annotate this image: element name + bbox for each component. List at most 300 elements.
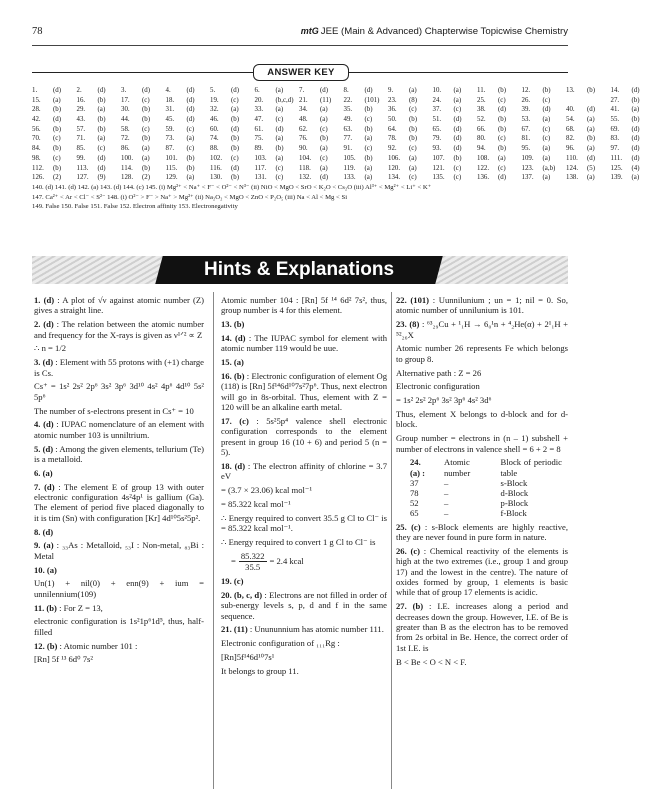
table-cell: 65 [410,508,419,519]
answer-number: 92. [388,145,397,153]
answer-number: 94. [477,145,486,153]
answer-number: 48. [299,116,308,124]
answer-value: (b) [97,96,106,104]
answer-key-cell [210,125,255,135]
hint-text: Group number = electrons in (n – 1) subshell + number of electrons in valence shell = 6 + 2 = 8 [396,433,568,454]
answer-number: 67. [521,125,531,133]
hint-paragraph [34,527,204,537]
answer-value: (d) [275,125,284,133]
answer-number: 91. [343,145,353,153]
answer-key-cell [121,105,166,115]
answer-number: 52. [477,116,486,124]
answer-value: (b) [409,135,418,143]
answer-key-cell [433,164,478,174]
hint-paragraph [34,603,204,613]
answer-value: (d) [631,125,640,133]
answer-number: 18. [165,96,175,104]
hint-text: : Atomic number 101 : [57,640,138,651]
answer-number: 68. [566,125,575,133]
question-label: 22. (101) [396,295,430,305]
hint-paragraph [396,601,568,653]
answer-key-cell [210,154,255,164]
answer-number: 120. [388,164,401,172]
answer-key-cell [477,154,522,164]
answer-value: (d) [587,154,596,162]
answer-number: 130. [210,174,223,182]
answer-key-cell [210,96,255,106]
hint-paragraph [221,513,387,534]
answer-key-extra-line: 140. (d) 141. (d) 142. (a) 143. (d) 144. (c) 145. (i) Mg²⁺ < Na⁺ < F⁻ < O²⁻ < N³⁻ (ii) NiO < MgO < SrO < K₂O < Cs₂O (iii) Al³⁺ < Mg²⁺ < Li⁺ < K⁺ [32,183,432,191]
answer-number: 105. [343,154,356,162]
answer-number: 33. [254,106,264,114]
answer-number: 31. [165,106,175,114]
answer-number: 118. [299,164,311,172]
answer-value: (b) [320,135,329,143]
answer-number: 123. [521,164,534,172]
hint-text: : For Z = 13, [56,602,103,613]
fraction [239,551,267,573]
answer-key-cell [344,86,389,96]
answer-value: (a) [320,116,328,124]
answer-key-cell [166,134,211,144]
answer-key-row [32,125,640,135]
answer-key-cell [166,173,211,183]
answer-value: (c) [142,96,150,104]
answer-value: (d) [320,87,329,94]
answer-value: (b) [231,145,240,153]
hint-paragraph [34,468,204,478]
answer-key-cell [121,86,166,96]
answer-key-cell [566,86,611,96]
fraction-denominator: 35.5 [245,562,261,573]
answer-number: 17. [121,96,130,104]
table-header: Atomic number [443,457,471,478]
answer-value: (9) [97,174,106,182]
answer-number: 90. [299,145,308,153]
answer-key-cell [566,115,611,125]
answer-key-cell [388,164,433,174]
answer-key-cell [611,173,655,183]
answer-value: (d) [631,87,640,94]
hints-column-3 [396,295,568,670]
answer-key-cell [210,86,255,96]
table-header: Block of periodic table [500,457,562,478]
answer-value: (c) [409,174,417,182]
answer-value: (c) [320,125,328,133]
answer-value: (b) [142,135,151,143]
answer-value: (c) [275,174,284,182]
answer-key-cell [299,125,344,135]
answer-key-cell [299,154,344,164]
hint-paragraph [221,537,387,547]
hint-paragraph [221,319,387,329]
answer-number: 133. [343,174,356,182]
answer-value: (d) [97,154,106,162]
answer-value: (d) [186,96,195,104]
answer-value: (c) [498,96,506,104]
answer-number: 109. [521,154,534,162]
question-label: 10. (a) [34,564,57,575]
question-label: 26. (c) [396,545,421,556]
answer-number: 116. [210,164,222,172]
answer-value: (a) [409,87,417,94]
answer-value: (b) [275,145,284,153]
answer-number: 66. [477,125,486,133]
answer-number: 110. [566,154,578,162]
hint-paragraph [396,319,568,340]
hint-paragraph [396,433,568,454]
answer-number: 139. [610,174,623,182]
question-label: 9. (a) [34,540,54,551]
answer-key-cell [299,134,344,144]
answer-key-cell [299,144,344,154]
answer-number: 2. [76,87,82,94]
answer-key-cell [255,134,300,144]
question-label: 7. (d) [34,481,55,492]
hint-paragraph [34,540,204,561]
answer-key-grid [32,86,640,212]
answer-number: 6. [254,87,260,94]
answer-value: (a) [97,106,106,114]
answer-number: 76. [299,135,308,143]
answer-key-cell [522,96,567,106]
hint-text: B < Be < O < N < F. [396,656,467,667]
answer-key-cell [611,105,655,115]
answer-number: 60. [210,125,219,133]
answer-number: 135. [432,174,445,182]
answer-key-cell [255,164,300,174]
answer-value: (b) [97,125,106,133]
answer-number: 64. [388,125,397,133]
answer-key-cell [388,105,433,115]
answer-number: 107. [432,154,445,162]
answer-key-cell [566,105,611,115]
answer-number: 38. [477,106,486,114]
answer-number: 97. [610,145,620,153]
answer-value: (b) [364,154,373,162]
answer-key-cell [388,134,433,144]
answer-number: 98. [32,154,41,162]
hint-text: Alternative path : Z = 26 [396,367,482,378]
answer-number: 138. [566,174,579,182]
answer-number: 44. [121,116,130,124]
hint-text: : A plot of √ν against atomic number (Z) gives a straight line. [34,295,205,316]
answer-value: (d) [631,135,640,143]
answer-value: (a) [453,87,462,94]
answer-number: 16. [76,96,86,104]
answer-value: (c) [453,164,462,172]
question-label: 1. (d) [34,295,55,305]
answer-number: 24. [432,96,442,104]
answer-number: 85. [76,145,86,153]
answer-key-row [32,105,640,115]
question-label: 19. (c) [221,576,244,587]
answer-number: 89. [254,145,264,153]
answer-value: (c) [409,145,417,153]
answer-value: (d) [453,116,462,124]
answer-value: (b) [542,87,551,94]
table-cell: 37 [410,477,419,488]
answer-key-cell [566,173,611,183]
answer-key-cell [77,86,122,96]
hint-text: Thus, element X belongs to d-block and for d-block. [396,409,568,430]
answer-key-cell [121,134,166,144]
answer-value: (101) [364,96,380,104]
answer-value: (a,b) [542,164,556,172]
hint-text: ∴ Energy required to convert 35.5 g Cl to Cl⁻ is = 85.322 kcal mol⁻¹. [221,512,387,534]
answer-number: 9. [388,87,394,94]
answer-value: (a) [53,96,61,104]
answer-number: 121. [432,164,445,172]
answer-number: 42. [32,116,41,124]
answer-key-cell [166,115,211,125]
answer-number: 84. [32,145,41,153]
answer-number: 104. [299,154,312,162]
answer-value: (c) [53,135,61,143]
answer-value: (a) [231,106,239,114]
hint-text: It belongs to group 11. [221,665,299,676]
answer-number: 49. [343,116,353,124]
answer-key-cell [255,96,300,106]
hint-paragraph [34,381,204,402]
hint-text: : ₃₃As : Metalloid, ₅₃I : Non-metal, ₈₃Bi : Metal [34,540,204,561]
answer-value: (8) [409,96,418,104]
answer-key-cell [611,86,655,96]
hint-paragraph [221,624,387,634]
answer-key-cell [433,125,478,135]
answer-key-cell [611,125,655,135]
hint-text: = (3.7 × 23.06) kcal mol⁻¹ [221,485,313,496]
answer-key-cell [611,115,655,125]
hint-paragraph [396,546,568,598]
answer-value: (c) [142,125,150,133]
answer-value: (c) [275,116,284,124]
answer-value: (a) [364,174,373,182]
answer-key-cell [477,115,522,125]
hint-paragraph [34,295,204,316]
answer-key-cell [522,144,567,154]
answer-value: (a) [275,87,284,94]
answer-number: 30. [121,106,130,114]
answer-number: 47. [254,116,264,124]
hint-text: ∴ Energy required to convert 1 g Cl to Cl⁻ is [221,537,376,548]
answer-key-cell [477,164,522,174]
answer-value: (a) [587,125,595,133]
hint-paragraph [34,482,204,524]
hint-text: Cs⁺ = 1s² 2s² 2p⁶ 3s² 3p⁶ 3d¹⁰ 4s² 4p⁶ 4d¹⁰ 5s² 5p⁶ [34,381,204,402]
answer-key-cell [433,144,478,154]
question-label: 5. (d) [34,443,54,454]
answer-number: 20. [254,96,264,104]
answer-key-cell [566,164,611,174]
block-table [404,457,568,518]
question-label: 3. (d) [34,357,54,368]
answer-key-cell [32,144,77,154]
answer-number: 101. [165,154,178,162]
hint-text: : The electron affinity of chlorine = 3.7 eV [221,461,387,482]
answer-key-cell [388,154,433,164]
answer-key-cell [477,173,522,183]
answer-value: (c) [409,106,417,114]
answer-value: (b) [409,116,418,124]
hint-paragraph [221,461,387,482]
answer-number: 132. [299,174,312,182]
answer-number: 74. [210,135,219,143]
answer-value: (b) [231,116,240,124]
answer-value: (a) [631,174,640,182]
answer-key-cell [77,164,122,174]
answer-value: (a) [364,164,373,172]
question-label: 17. (c) [221,416,249,427]
hint-text: electronic configuration is 1s²1p⁶1d⁵, thus, half-filled [34,616,204,637]
answer-number: 15. [32,96,41,104]
hint-paragraph [396,409,568,430]
answer-value: (d) [587,106,596,114]
answer-number: 113. [76,164,89,172]
answer-value: (b) [142,116,151,124]
answer-key-cell [32,134,77,144]
answer-key-cell [166,105,211,115]
fraction-numerator: 85.322 [240,550,265,561]
answer-key-cell [611,96,655,106]
answer-key-cell [344,134,389,144]
answer-value: (d) [498,106,507,114]
answer-key-cell [255,173,300,183]
answer-number: 35. [343,106,353,114]
answer-number: 131. [254,174,267,182]
answer-key-cell [166,96,211,106]
answer-number: 96. [566,145,575,153]
answer-number: 54. [566,116,575,124]
answer-value: (a) [364,135,373,143]
answer-key-row [32,115,640,125]
hint-paragraph [34,406,204,416]
hint-paragraph [34,357,204,378]
answer-number: 102. [210,154,223,162]
answer-number: 93. [432,145,442,153]
answer-number: 59. [165,125,175,133]
table-cell: 78 [410,488,419,499]
answer-key-cell [566,134,611,144]
answer-number: 129. [165,174,178,182]
answer-value: (a) [587,145,595,153]
answer-key-cell [210,173,255,183]
hint-paragraph [34,654,204,664]
answer-key-cell [522,134,567,144]
hint-paragraph [221,576,387,586]
answer-value: (b) [453,154,462,162]
answer-value: (b) [53,145,62,153]
answer-key-cell [32,173,77,183]
hint-paragraph [221,652,387,662]
answer-number: 8. [343,87,349,94]
answer-number: 79. [432,135,442,143]
answer-key-cell [77,125,122,135]
answer-key-cell [255,125,300,135]
answer-number: 95. [521,145,531,153]
answer-number: 137. [521,174,534,182]
question-label: 14. (d) [221,333,246,343]
answer-value: (c) [231,96,239,104]
fraction-equation [221,551,387,573]
answer-key-cell [477,134,522,144]
answer-value: (a) [498,154,506,162]
running-title [301,26,568,37]
hint-paragraph [221,666,387,676]
answer-key-cell [388,115,433,125]
answer-key-cell [566,96,611,106]
answer-key-cell [522,115,567,125]
answer-key-cell [210,164,255,174]
answer-value: (b) [97,116,106,124]
answer-key-cell [32,164,77,174]
hint-text: Un(1) + nil(0) + enn(9) + ium = unnilennium(109) [34,578,204,599]
hints-column-1 [34,295,204,668]
answer-number: 46. [210,116,219,124]
answer-value: (d) [53,87,62,94]
answer-value: (a) [275,135,284,143]
answer-value: (c) [231,154,239,162]
hint-paragraph [396,295,568,316]
answer-number: 57. [76,125,86,133]
answer-value: (d) [142,87,151,94]
answer-value: (d) [498,174,507,182]
hint-paragraph [34,641,204,651]
answer-key-cell [611,144,655,154]
answer-value: (c) [542,135,551,143]
answer-key-cell [522,173,567,183]
answer-value: (a) [186,135,195,143]
answer-value: (b) [587,135,596,143]
answer-value: (b) [498,116,507,124]
answer-value: (d) [231,164,240,172]
answer-number: 82. [566,135,575,143]
answer-key-cell [566,125,611,135]
answer-number: 62. [299,125,308,133]
answer-number: 81. [521,135,531,143]
answer-number: 32. [210,106,219,114]
hint-text: : s-Block elements are highly reactive, they are never found in pure form in nature. [396,521,568,543]
question-label: 21. (11) [221,624,248,635]
hint-text: : Among the given elements, tellurium (Te) is a metalloid. [34,443,204,465]
answer-value: (a) [542,145,551,153]
answer-value: (c) [453,174,462,182]
answer-key-cell [166,86,211,96]
page-header [32,26,568,42]
answer-key-cell [611,134,655,144]
question-label: 15. (a) [221,357,244,368]
answer-number: 27. [610,96,620,104]
table-cell: p-Block [500,498,529,509]
answer-number: 26. [521,96,531,104]
answer-number: 36. [388,106,397,114]
answer-value: (d) [231,87,240,94]
answer-number: 1. [32,87,38,94]
brand-logo: mtG [300,26,319,36]
hints-column-2 [221,295,387,680]
answer-key-cell [77,105,122,115]
eq-lhs: = [231,555,236,566]
hint-text: [Rn] 5f ¹³ 6d⁰ 7s² [34,654,93,665]
answer-number: 61. [254,125,264,133]
answer-key-cell [344,115,389,125]
answer-number: 99. [76,154,86,162]
answer-key-cell [166,154,211,164]
hint-text: ∴ n = 1/2 [34,343,67,354]
answer-key-cell [388,86,433,96]
hint-text: : 5s²5p⁴ valence shell electronic configuration corresponds to the element present in group 16 (10 + 6) and period 5 (n = 5). [221,416,387,458]
answer-key-row [32,144,640,154]
